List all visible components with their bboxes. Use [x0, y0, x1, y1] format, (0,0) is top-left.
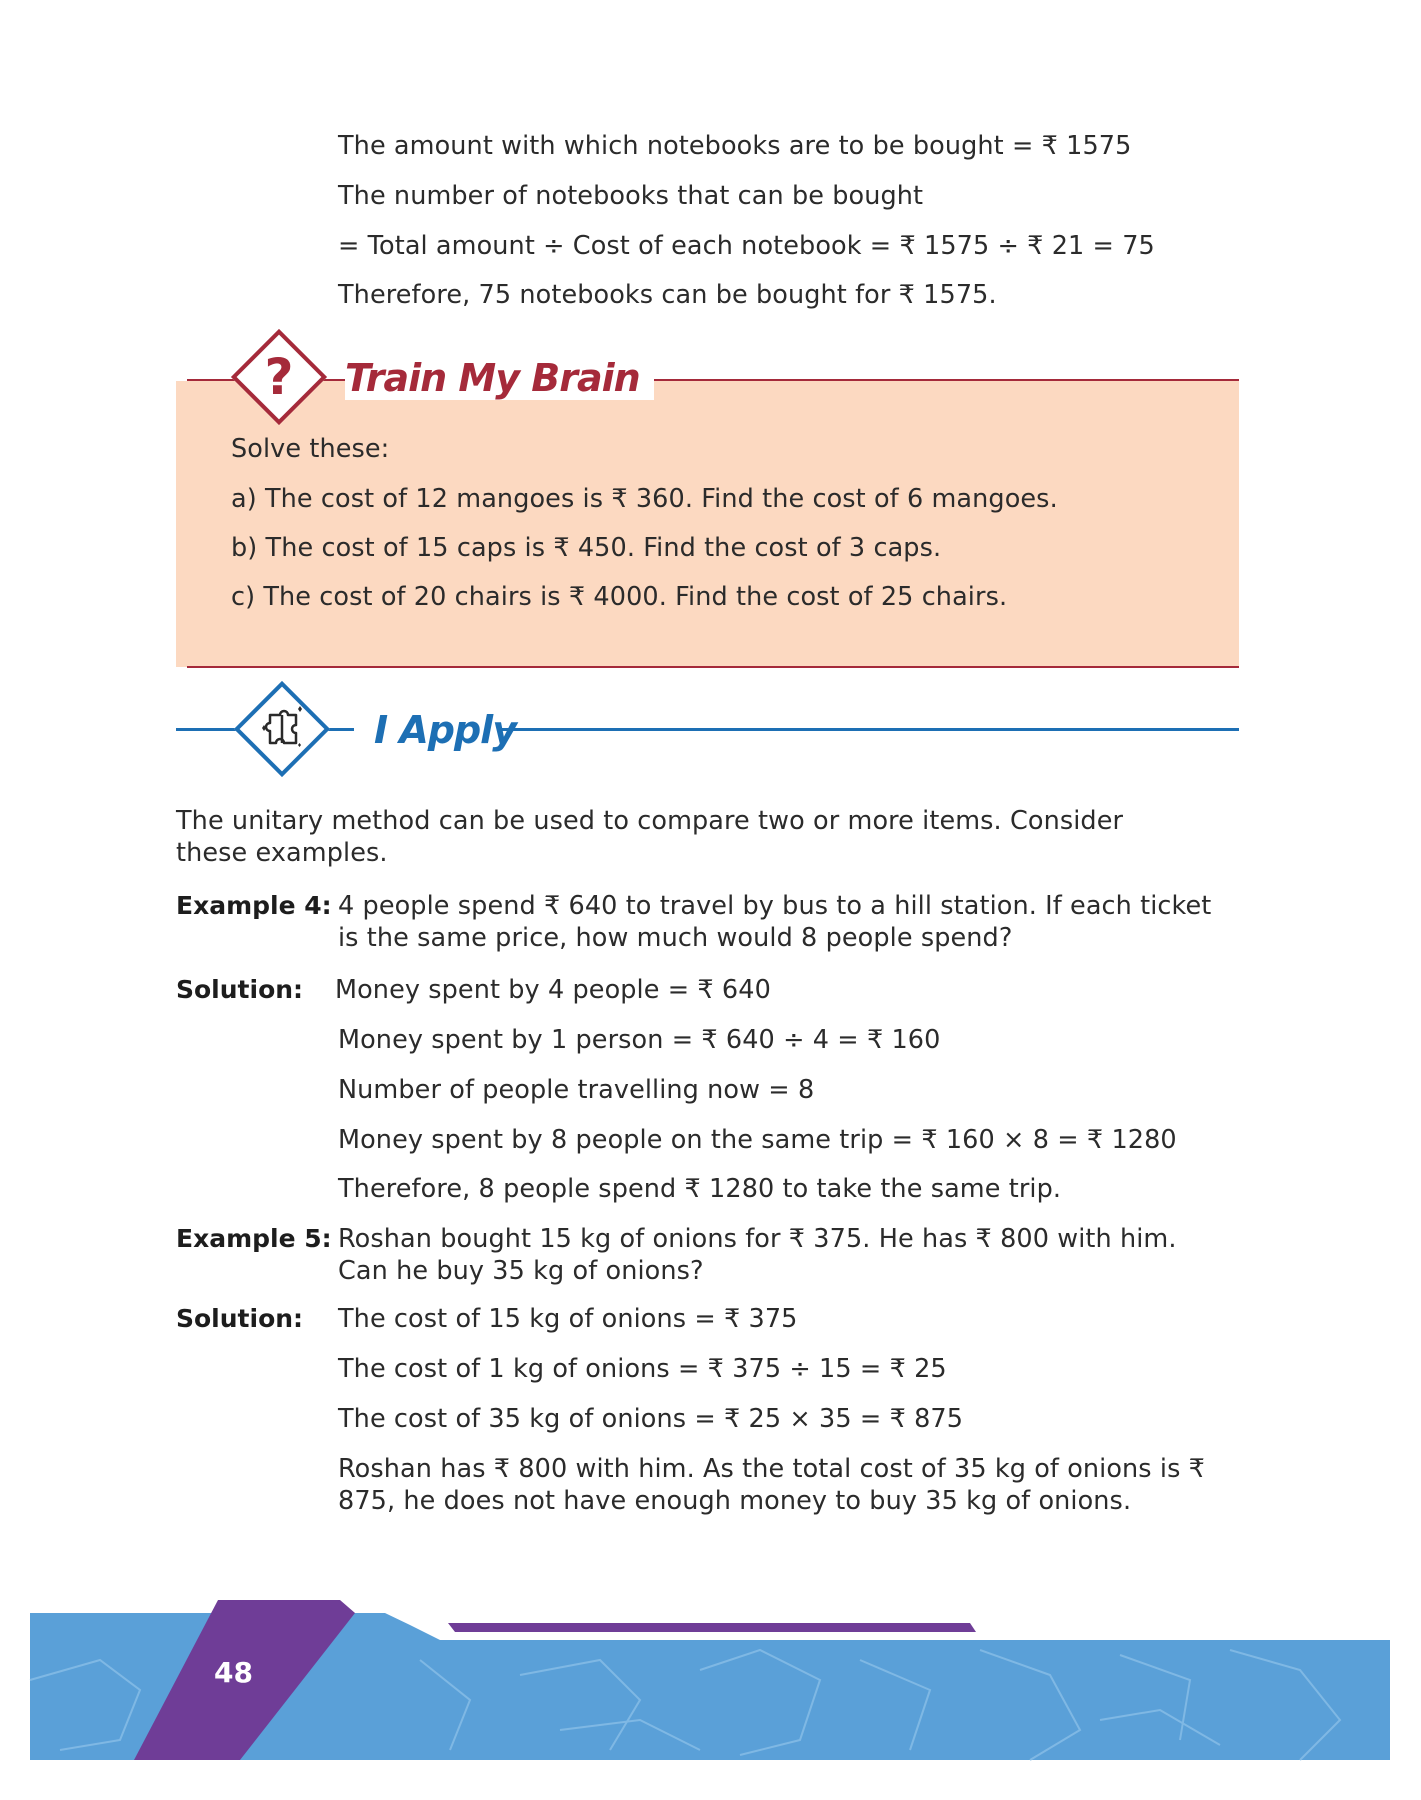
example-label: Example 4: [176, 891, 332, 920]
solution-step: Money spent by 8 people on the same trip = ₹ 160 × 8 = ₹ 1280 [338, 1125, 1177, 1155]
solution-label: Solution: [176, 975, 304, 1004]
divider [187, 666, 1239, 668]
train-my-brain-title: Train My Brain [345, 356, 654, 400]
solution-step: The cost of 15 kg of onions = ₹ 375 [338, 1304, 798, 1334]
solution-step: Roshan has ₹ 800 with him. As the total cost of 35 kg of onions is ₹ 875, he does not have enough money to buy 35 kg of onions. [338, 1454, 1206, 1516]
puzzle-icon [248, 695, 316, 763]
tmb-question: b) The cost of 15 caps is ₹ 450. Find the cost of 3 caps. [231, 533, 942, 563]
solution-step: Number of people travelling now = 8 [338, 1075, 815, 1105]
solution-step: The cost of 35 kg of onions = ₹ 25 × 35 = ₹ 875 [338, 1404, 964, 1434]
tmb-prompt: Solve these: [231, 434, 390, 464]
tmb-question: c) The cost of 20 chairs is ₹ 4000. Find the cost of 25 chairs. [231, 582, 1008, 612]
example-label: Example 5: [176, 1224, 332, 1253]
example-question: 4 people spend ₹ 640 to travel by bus to a hill station. If each ticket is the same price, how much would 8 people spend? [338, 891, 1212, 953]
divider [176, 728, 238, 731]
solution-step: The cost of 1 kg of onions = ₹ 375 ÷ 15 = ₹ 25 [338, 1354, 947, 1384]
example-question: Roshan bought 15 kg of onions for ₹ 375. He has ₹ 800 with him. Can he buy 35 kg of onions? [338, 1224, 1177, 1286]
solution-step: Money spent by 4 people = ₹ 640 [335, 975, 771, 1005]
intro-line: Therefore, 75 notebooks can be bought for ₹ 1575. [338, 280, 997, 310]
divider [500, 728, 1239, 731]
solution-step: Therefore, 8 people spend ₹ 1280 to take the same trip. [338, 1174, 1062, 1204]
solution-label: Solution: [176, 1304, 304, 1333]
i-apply-intro: The unitary method can be used to compare two or more items. Consider these examples. [176, 806, 1124, 868]
i-apply-title: I Apply [374, 708, 516, 752]
solution-step: Money spent by 1 person = ₹ 640 ÷ 4 = ₹ 160 [338, 1025, 941, 1055]
train-my-brain-box [176, 381, 1239, 667]
intro-line: = Total amount ÷ Cost of each notebook = ₹ 1575 ÷ ₹ 21 = 75 [338, 231, 1155, 261]
intro-line: The amount with which notebooks are to be bought = ₹ 1575 [338, 131, 1132, 161]
page-number: 48 [214, 1656, 253, 1689]
intro-line: The number of notebooks that can be bought [338, 181, 924, 211]
tmb-question: a) The cost of 12 mangoes is ₹ 360. Find the cost of 6 mangoes. [231, 484, 1058, 514]
page-footer-band [0, 1580, 1421, 1800]
question-mark-icon: ? [264, 348, 294, 406]
